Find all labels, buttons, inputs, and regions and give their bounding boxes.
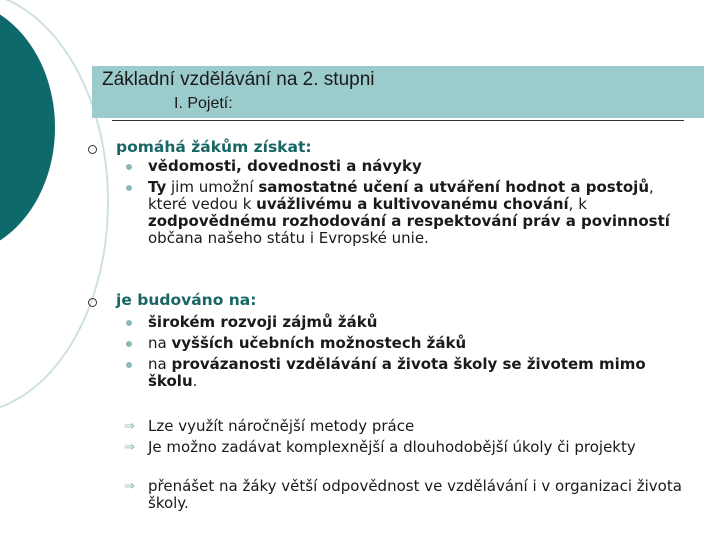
dot-bullet-icon	[126, 362, 132, 368]
ring-bullet-icon	[88, 298, 97, 307]
item-text-bold: vyšších učebních možnostech žáků	[171, 334, 467, 352]
section1-heading: pomáhá žákům získat:	[116, 138, 312, 156]
section1-item1	[148, 158, 693, 175]
item-text: na	[148, 334, 172, 352]
item-text: , k	[568, 195, 587, 213]
section1-item2	[148, 179, 693, 247]
item-text-bold: uvážlivému a kultivovanému chování	[256, 195, 569, 213]
item-text: občana našeho státu i Evropské unie.	[148, 229, 429, 247]
ring-bullet-icon	[88, 145, 97, 154]
section1-item1-text: vědomosti, dovednosti a návyky	[148, 157, 422, 175]
double-arrow-right-icon: ⇒	[124, 440, 135, 455]
dot-bullet-icon	[126, 320, 132, 326]
slide-subtitle: I. Pojetí:	[174, 95, 233, 112]
slide-title: Základní vzdělávání na 2. stupni	[102, 69, 375, 90]
title-divider	[112, 120, 684, 121]
consequence-1: Lze využít náročnější metody práce	[148, 417, 415, 435]
item-text: jim umožní	[166, 178, 259, 196]
double-arrow-right-icon: ⇒	[124, 479, 135, 494]
consequence-2: Je možno zadávat komplexnější a dlouhodobější úkoly či projekty	[148, 438, 636, 456]
dot-bullet-icon	[126, 185, 132, 191]
dot-bullet-icon	[126, 341, 132, 347]
section2-item1-text: širokém rozvoji zájmů žáků	[148, 313, 378, 331]
item-text-bold: samostatné učení a utváření hodnot a postojů	[258, 178, 649, 196]
section2-heading: je budováno na:	[116, 291, 257, 309]
item-text: .	[192, 372, 198, 390]
item-text: , které vedou k	[148, 178, 654, 213]
consequence-3: přenášet na žáky větší odpovědnost ve vzdělávání i v organizaci života školy.	[148, 477, 682, 512]
dot-bullet-icon	[126, 164, 132, 170]
section2-item2	[148, 335, 693, 352]
double-arrow-right-icon: ⇒	[124, 419, 135, 434]
section2-item3	[148, 356, 693, 390]
item-text: na	[148, 355, 172, 373]
item-text-bold: provázanosti vzdělávání a života školy se životem mimo školu	[148, 355, 646, 390]
item-text-bold: zodpovědnému rozhodování a respektování práv a povinností	[148, 212, 670, 230]
item-text-bold: Ty	[148, 178, 167, 196]
section2-item1	[148, 314, 693, 331]
